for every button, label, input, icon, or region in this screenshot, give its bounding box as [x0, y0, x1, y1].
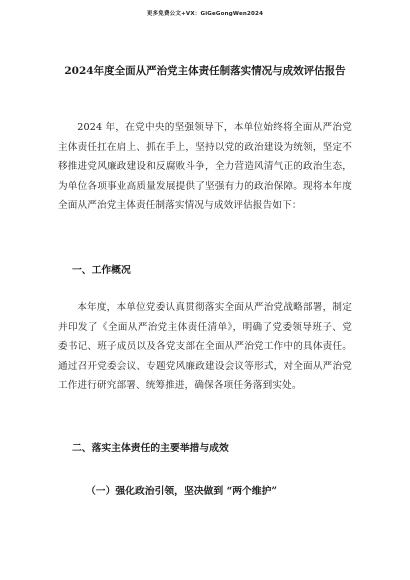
subsection-heading-political-guidance: （一）强化政治引领，坚决做到 “两个维护”: [86, 486, 278, 497]
overview-paragraph: 本年度，本单位党委认真贯彻落实全面从严治党战略部署，制定并印发了《全面从严治党主体责任清单》，明确了党委领导班子、党委书记、班子成员以及各党支部在全面从严治党工作中的具体责任。通过召开党委会议、专题党风廉政建设会议等形式，对全面从严治党工作进行研究部署、统筹推进，确保各项任务落到实处。: [58, 302, 352, 392]
document-title: 2024年度全面从严治党主体责任制落实情况与成效评估报告: [64, 65, 346, 77]
intro-paragraph: 2024 年，在党中央的坚强领导下，本单位始终将全面从严治党主体责任扛在肩上、抓在手上，坚持以党的政治建设为统领，坚定不移推进党风廉政建设和反腐败斗争，全力营造风清气正的政治生态，为单位各项事业高质量发展提供了坚强有力的政治保障。现将本年度全面从严治党主体责任制落实情况与成效评估报告如下：: [58, 122, 352, 212]
section-heading-overview: 一、工作概况: [72, 265, 131, 276]
section-heading-measures: 二、落实主体责任的主要举措与成效: [72, 443, 229, 454]
header-note: 更多免费公文+VX：GiGeGongWen2024: [146, 11, 264, 17]
